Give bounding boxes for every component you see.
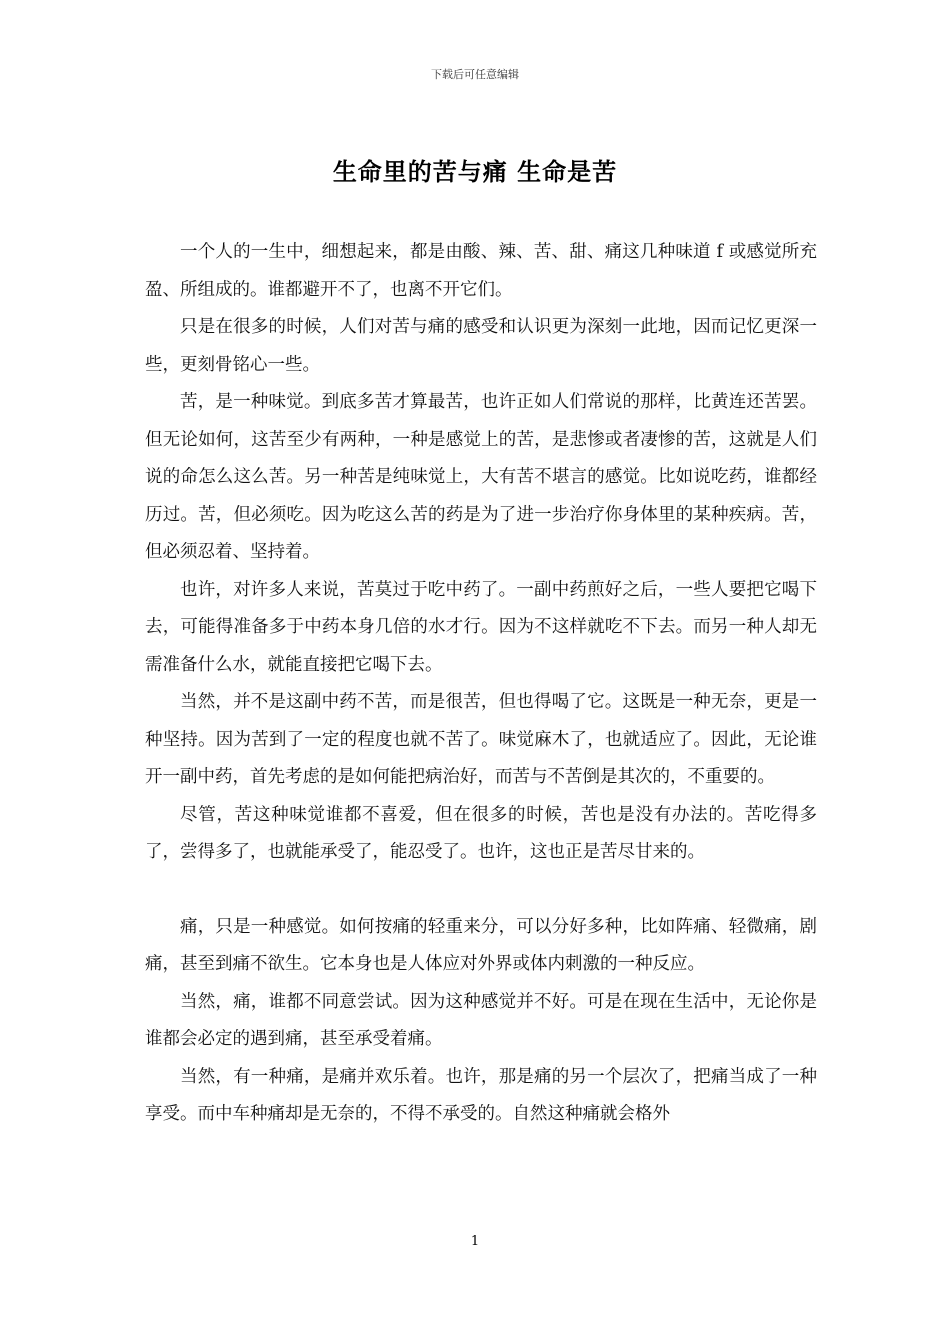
page-number: 1 (470, 1234, 480, 1249)
paragraph: 当然，有一种痛，是痛并欢乐着。也许，那是痛的另一个层次了，把痛当成了一种享受。而中车种痛却是无奈的，不得不承受的。自然这种痛就会格外 (145, 1066, 817, 1124)
paragraph: 苦，是一种味觉。到底多苦才算最苦，也许正如人们常说的那样，比黄连还苦罢。但无论如何，这苦至少有两种，一种是感觉上的苦，是悲惨或者凄惨的苦，这就是人们说的命怎么这么苦。另一种苦是纯味觉上，大有苦不堪言的感觉。比如说吃药，谁都经历过。苦，但必须吃。因为吃这么苦的药是为了进一步治疗你身体里的某种疾病。苦，但必须忍着、坚持着。 (145, 392, 817, 562)
paragraph: 痛，只是一种感觉。如何按痛的轻重来分，可以分好多种，比如阵痛、轻微痛，剧痛，甚至到痛不欲生。它本身也是人体应对外界或体内刺激的一种反应。 (145, 916, 817, 974)
document-title: 生命里的苦与痛 生命是苦 (332, 157, 618, 186)
paragraph: 当然，并不是这副中药不苦，而是很苦，但也得喝了它。这既是一种无奈，更是一种坚持。因为苦到了一定的程度也就不苦了。味觉麻木了，也就适应了。因此，无论谁开一副中药，首先考虑的是如何能把病治好，而苦与不苦倒是其次的，不重要的。 (145, 692, 817, 787)
document-body (145, 234, 817, 1134)
paragraph: 尽管，苦这种味觉谁都不喜爱，但在很多的时候，苦也是没有办法的。苦吃得多了，尝得多了，也就能承受了，能忍受了。也许，这也正是苦尽甘来的。 (145, 804, 817, 862)
paragraph: 也许，对许多人来说，苦莫过于吃中药了。一副中药煎好之后，一些人要把它喝下去，可能得准备多于中药本身几倍的水才行。因为不这样就吃不下去。而另一种人却无需准备什么水，就能直接把它喝下去。 (145, 579, 817, 675)
paragraph: 一个人的一生中，细想起来，都是由酸、辣、苦、甜、痛这几种味道 f 或感觉所充盈、所组成的。谁都避开不了，也离不开它们。 (145, 242, 817, 300)
header-note: 下载后可任意编辑 (431, 68, 519, 81)
paragraph: 只是在很多的时候，人们对苦与痛的感受和认识更为深刻一此地，因而记忆更深一些，更刻骨铭心一些。 (145, 317, 817, 375)
paragraph: 当然，痛，谁都不同意尝试。因为这种感觉并不好。可是在现在生活中，无论你是谁都会必定的遇到痛，甚至承受着痛。 (145, 991, 817, 1049)
paragraph-spacer (145, 872, 817, 909)
